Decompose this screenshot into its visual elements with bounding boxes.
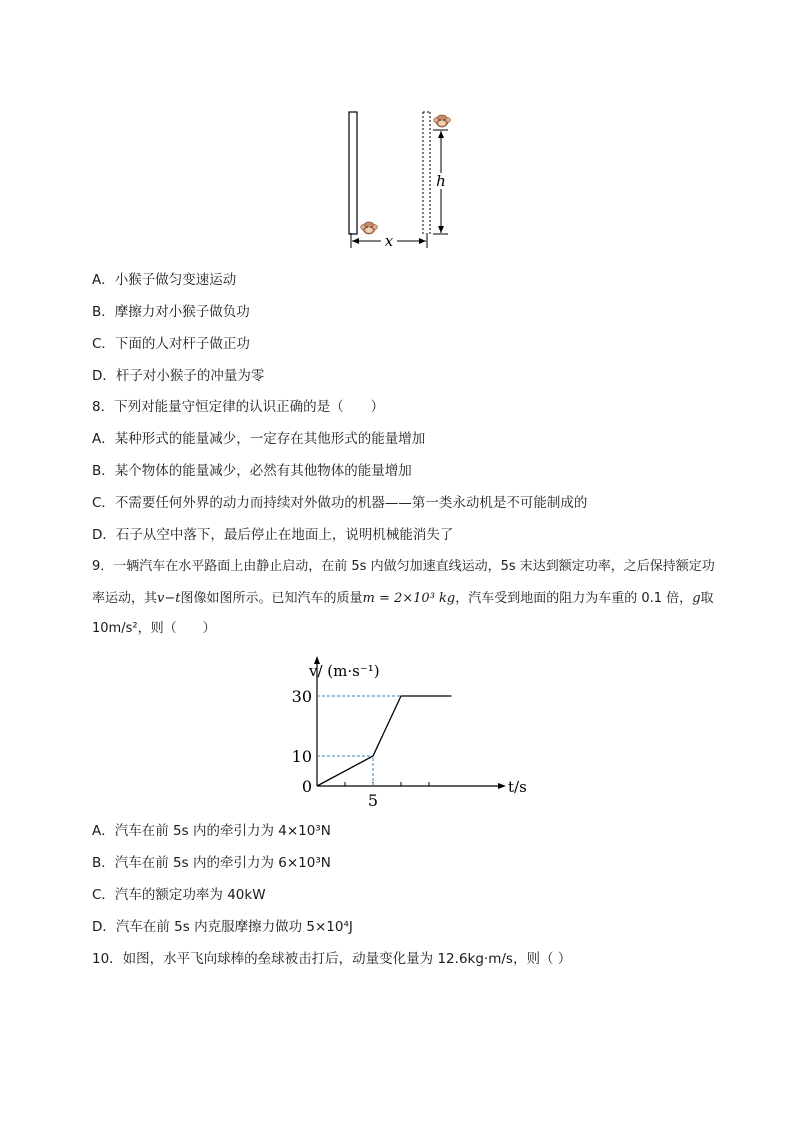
q8-option-b: B．某个物体的能量减少，必然有其他物体的能量增加	[92, 463, 412, 479]
q7-option-d: D．杆子对小猴子的冲量为零	[92, 368, 265, 384]
q9-stem-line1: 9．一辆汽车在水平路面上由静止启动，在前 5s 内做匀加速直线运动，5s 末达到额定功率，之后保持额定功	[92, 559, 715, 574]
q9-option-c: C．汽车的额定功率为 40kW	[92, 887, 266, 903]
q9-stem-line2	[92, 590, 714, 608]
vt-chart	[280, 652, 527, 812]
q9-l2-a: 率运动，其	[92, 591, 158, 606]
q8-option-a: A．某种形式的能量减少，一定存在其他形式的能量增加	[92, 431, 426, 447]
q9-option-b: B．汽车在前 5s 内的牵引力为 6×10³N	[92, 855, 331, 871]
q9-l2-g: g	[692, 591, 701, 606]
q9-l2-d: 取	[700, 591, 714, 606]
pole-solid	[349, 112, 357, 234]
q8-stem: 8．下列对能量守恒定律的认识正确的是（ ）	[92, 399, 385, 415]
q9-l2-b: 图像如图所示。已知汽车的质量	[180, 591, 363, 606]
y-tick-label: 30	[291, 687, 312, 706]
q7-option-a: A．小猴子做匀变速运动	[92, 272, 237, 288]
q9-l2-vt: v−t	[157, 591, 181, 606]
q9-option-a: A．汽车在前 5s 内的牵引力为 4×10³N	[92, 823, 331, 839]
y-axis-label: v/ (m·s⁻¹)	[309, 662, 380, 680]
monkey-pole-figure	[330, 100, 470, 255]
x-tick-label: 5	[367, 791, 379, 810]
q7-option-c: C．下面的人对杆子做正功	[92, 336, 250, 352]
monkey-icon	[361, 222, 378, 234]
x-axis-label: t/s	[508, 778, 527, 796]
label-x: x	[384, 232, 394, 250]
q8-option-d: D．石子从空中落下，最后停止在地面上，说明机械能消失了	[92, 527, 454, 543]
velocity-line	[317, 696, 451, 786]
x-axis-arrow	[498, 783, 506, 789]
q8-option-c: C．不需要任何外界的动力而持续对外做功的机器——第一类永动机是不可能制成的	[92, 495, 588, 511]
label-h: h	[436, 172, 446, 190]
q10-stem: 10．如图，水平飞向球棒的垒球被击打后，动量变化量为 12.6kg·m/s，则（ ）	[92, 951, 572, 967]
q9-l2-m: m = 2×10³ kg	[362, 591, 456, 606]
monkey-icon	[434, 115, 451, 127]
q9-stem-line3: 10m/s²，则（ ）	[92, 621, 216, 636]
q9-l2-c: ，汽车受到地面的阻力为车重的 0.1 倍，	[455, 591, 693, 606]
q7-option-b: B．摩擦力对小猴子做负功	[92, 304, 250, 320]
origin-label: 0	[301, 777, 312, 796]
y-tick-label: 10	[291, 747, 312, 766]
q9-option-d: D．汽车在前 5s 内克服摩擦力做功 5×10⁴J	[92, 919, 353, 935]
